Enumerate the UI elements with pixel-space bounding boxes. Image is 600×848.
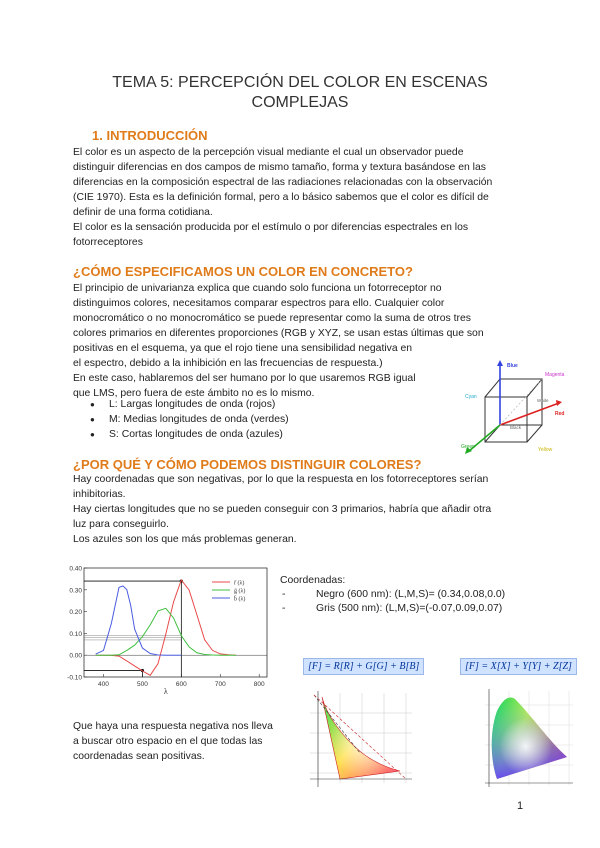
page-number: 1 bbox=[517, 800, 524, 812]
yellow-label: Yellow bbox=[538, 447, 553, 453]
text-line: el espectro, debido a la inhibición en las frecuencias de respuesta.) bbox=[73, 358, 383, 369]
section3-paragraph bbox=[73, 472, 528, 547]
section1-paragraph bbox=[73, 145, 528, 250]
x-tick-label: 800 bbox=[253, 681, 265, 688]
lms-bullet-list bbox=[90, 397, 289, 442]
list-item: ● S: Cortas longitudes de onda (azules) bbox=[90, 427, 289, 442]
text-line: positivas en el esquema, ya que el rojo tiene una sensibilidad negativa en bbox=[73, 343, 413, 354]
section-heading-introduccion: 1. INTRODUCCIÓN bbox=[92, 128, 208, 143]
coordinate-text: Gris (500 nm): (L,M,S)=(-0.07,0.09,0.07) bbox=[316, 603, 503, 614]
coordinate-text: Negro (600 nm): (L,M,S)= (0.34,0.08,0.0) bbox=[316, 589, 506, 600]
red-label: Red bbox=[555, 411, 565, 417]
section-heading-especificar: ¿CÓMO ESPECIFICAMOS UN COLOR EN CONCRETO? bbox=[73, 264, 413, 279]
cube-edge bbox=[527, 379, 542, 397]
text-line: Los azules son los que más problemas generan. bbox=[73, 534, 297, 545]
coordinate-item: - Gris (500 nm): (L,M,S)=(-0.07,0.09,0.07) bbox=[282, 603, 503, 614]
rgb-cube-diagram bbox=[455, 357, 570, 457]
text-line: El principio de univarianza explica que cuando solo funciona un fotorreceptor no bbox=[73, 283, 442, 294]
text-line: En este caso, hablaremos del ser humano por lo que usaremos RGB igual bbox=[73, 373, 416, 384]
list-item: ● L: Largas longitudes de onda (rojos) bbox=[90, 397, 289, 412]
text-line: a buscar otro espacio en el que todas las bbox=[73, 736, 263, 747]
text-line: distinguimos colores, necesitamos comparar espectros para ello. Cualquier color bbox=[73, 298, 445, 309]
y-tick-label: -0.10 bbox=[67, 674, 82, 682]
x-tick-label: 600 bbox=[175, 681, 187, 688]
title-line-2: COMPLEJAS bbox=[251, 94, 349, 111]
coordinates-heading: Coordenadas: bbox=[280, 575, 346, 586]
red-axis-arrow bbox=[556, 400, 562, 406]
red-axis bbox=[500, 403, 559, 425]
section-heading-distinguir: ¿POR QUÉ Y CÓMO PODEMOS DISTINGUIR COLORES? bbox=[73, 457, 422, 472]
white-label: White bbox=[537, 398, 549, 403]
text-line: El color es un aspecto de la percepción visual mediante el cual un observador puede bbox=[73, 147, 464, 158]
cube-edge bbox=[485, 379, 500, 397]
coordinate-item: - Negro (600 nm): (L,M,S)= (0.34,0.08,0.0) bbox=[282, 589, 506, 600]
formula-xyz: [F] = X[X] + Y[Y] + Z[Z] bbox=[460, 658, 577, 675]
coordinates-block bbox=[280, 574, 505, 616]
y-tick-label: 0.40 bbox=[69, 565, 82, 573]
page-title bbox=[0, 73, 600, 113]
color-matching-chart bbox=[62, 563, 272, 695]
blue-label: Blue bbox=[507, 363, 518, 369]
xy-chromaticity-diagram bbox=[475, 683, 575, 795]
text-line: fotorreceptores bbox=[73, 237, 143, 248]
green-label: Green bbox=[461, 444, 475, 450]
gray-diagonal bbox=[500, 379, 542, 425]
title-line-1: TEMA 5: PERCEPCIÓN DEL COLOR EN ESCENAS bbox=[112, 74, 488, 91]
x-axis-label: λ bbox=[163, 687, 168, 695]
legend-label: ḡ (λ) bbox=[234, 588, 246, 595]
y-tick-label: 0.20 bbox=[69, 609, 82, 617]
x-tick-label: 500 bbox=[136, 681, 148, 688]
white-point-glow bbox=[322, 697, 400, 779]
text-line: (CIE 1970). Esta es la definición formal, pero a lo básico sabemos que el color es difícil de bbox=[73, 192, 489, 203]
text-line: inhibitorias. bbox=[73, 489, 126, 500]
black-label: Black bbox=[510, 425, 522, 430]
text-line: luz para conseguirlo. bbox=[73, 519, 169, 530]
y-tick-label: 0.00 bbox=[69, 652, 82, 660]
text-line: que LMS, pero fuera de este ámbito no es lo mismo. bbox=[73, 388, 315, 399]
text-line: distinguir diferencias en dos campos de mismo tamaño, forma y textura basándose en las bbox=[73, 162, 486, 173]
text-line: definir de una forma cotidiana. bbox=[73, 207, 213, 218]
text-line: Hay ciertas longitudes que no se pueden conseguir con 3 primarios, habría que añadir otra bbox=[73, 504, 492, 515]
text-line: colores primarios en diferentes proporciones (RGB y XYZ, se usan estas últimas que son bbox=[73, 328, 484, 339]
legend-label: b̄ (λ) bbox=[234, 596, 246, 603]
magenta-label: Magenta bbox=[545, 372, 565, 378]
y-tick-label: 0.10 bbox=[69, 630, 82, 638]
xy-white-point bbox=[492, 698, 567, 780]
text-line: Que haya una respuesta negativa nos lleva bbox=[73, 721, 273, 732]
list-item: ● M: Medias longitudes de onda (verdes) bbox=[90, 412, 289, 427]
text-line: coordenadas sean positivas. bbox=[73, 751, 205, 762]
cyan-label: Cyan bbox=[465, 394, 477, 400]
cube-edge bbox=[527, 425, 542, 442]
closing-paragraph bbox=[73, 719, 273, 764]
y-tick-label: 0.30 bbox=[69, 587, 82, 595]
formula-rgb: [F] = R[R] + G[G] + B[B] bbox=[303, 658, 424, 675]
x-tick-label: 400 bbox=[98, 681, 109, 688]
blue-axis-arrow bbox=[497, 360, 503, 366]
text-line: El color es la sensación producida por el estímulo o por diferencias espectrales en los bbox=[73, 222, 469, 233]
text-line: monocromático o no monocromático se puede representar como la suma de otros tres bbox=[73, 313, 471, 324]
legend-label: r̄ (λ) bbox=[234, 580, 245, 587]
text-line: Hay coordenadas que son negativas, por lo que la respuesta en los fotorreceptores serían bbox=[73, 474, 489, 485]
x-tick-label: 700 bbox=[214, 681, 226, 688]
rg-chromaticity-diagram bbox=[300, 683, 418, 795]
text-line: diferencias en la composición espectral de las radiaciones relacionadas con la observación bbox=[73, 177, 493, 188]
